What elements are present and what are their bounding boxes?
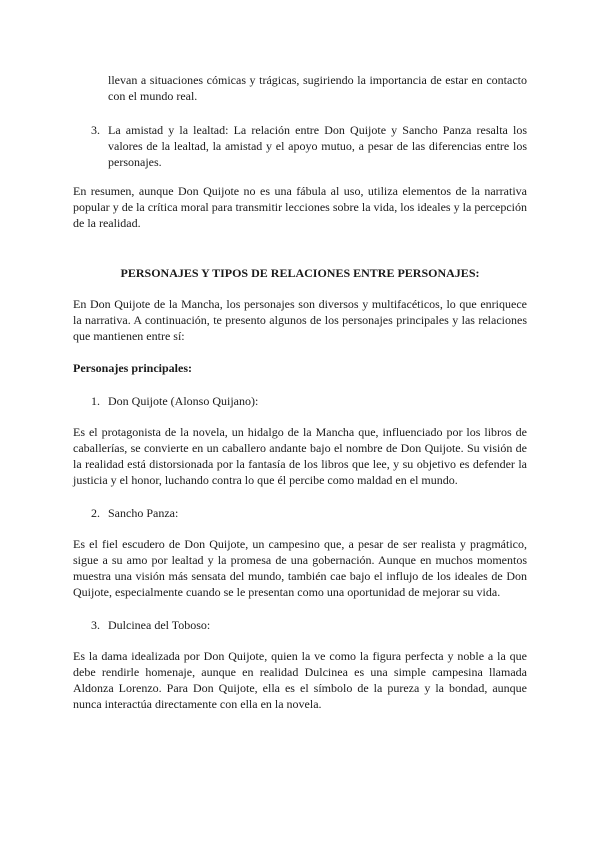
summary-paragraph: En resumen, aunque Don Quijote no es una fábula al uso, utiliza elementos de la narrativa popular y de la crítica moral para transmitir lecciones sobre la vida, los ideales y la percepción de la realidad. (73, 184, 527, 230)
list-number: 3. (91, 618, 100, 632)
character-name-don-quijote: Don Quijote (Alonso Quijano): (108, 394, 259, 408)
subheading-main-characters: Personajes principales: (73, 361, 192, 375)
list-number: 2. (91, 506, 100, 520)
section-intro-paragraph: En Don Quijote de la Mancha, los personajes son diversos y multifacéticos, lo que enriquece la narrativa. A continuación, te presento algunos de los personajes principales y las relaciones que mantienen entre sí: (73, 297, 527, 343)
list-item-friendship: La amistad y la lealtad: La relación entre Don Quijote y Sancho Panza resalta los valores de la lealtad, la amistad y el apoyo mutuo, a pesar de las diferencias entre los personajes. (108, 123, 527, 169)
character-description-don-quijote: Es el protagonista de la novela, un hidalgo de la Mancha que, influenciado por los libros de caballerías, se convierte en un caballero andante bajo el nombre de Don Quijote. Su visión de la realidad está distorsionada por la fantasía de los libros que lee, y su objetivo es defender la justicia y el honor, luchando contra lo que él percibe como maldad en el mundo. (73, 425, 527, 487)
list-number: 3. (91, 123, 100, 137)
character-description-sancho-panza: Es el fiel escudero de Don Quijote, un campesino que, a pesar de ser realista y pragmático, sigue a su amo por lealtad y la promesa de una gobernación. Aunque en muchos momentos muestra una visión más sensata del mundo, también cae bajo el influjo de los ideales de Don Quijote, especialmente cuando se le presentan como una oportunidad de mejorar su vida. (73, 537, 527, 599)
list-item-continuation: llevan a situaciones cómicas y trágicas, sugiriendo la importancia de estar en contacto con el mundo real. (108, 73, 527, 103)
character-name-sancho-panza: Sancho Panza: (108, 506, 179, 520)
section-heading: PERSONAJES Y TIPOS DE RELACIONES ENTRE PERSONAJES: (120, 266, 480, 280)
character-name-dulcinea: Dulcinea del Toboso: (108, 618, 211, 632)
list-number: 1. (91, 394, 100, 408)
character-description-dulcinea: Es la dama idealizada por Don Quijote, quien la ve como la figura perfecta y noble a la que debe rendirle homenaje, aunque en realidad Dulcinea es una simple campesina llamada Aldonza Lorenzo. Para Don Quijote, ella es el símbolo de la pureza y la bondad, aunque nunca interactúa directamente con ella en la novela. (73, 649, 527, 711)
